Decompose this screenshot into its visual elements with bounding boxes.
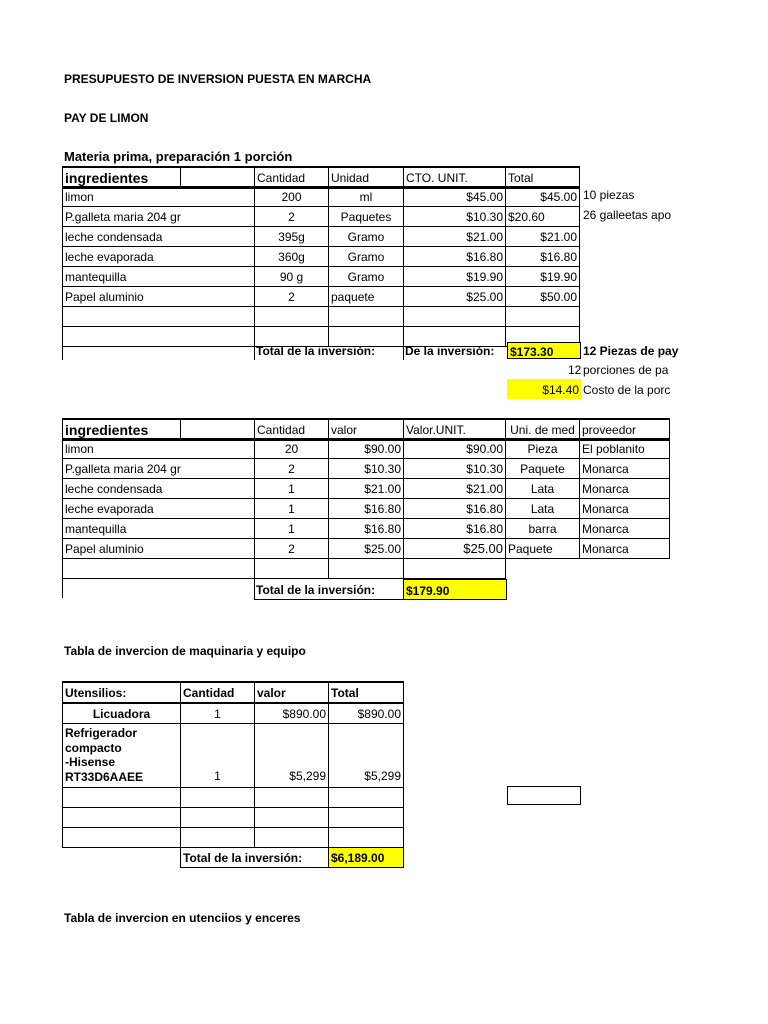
- cell-name: P.galleta maria 204 gr: [63, 207, 255, 227]
- cell-qty: 2: [255, 539, 329, 559]
- empty-cell: [63, 307, 255, 327]
- col-header-ingredients: ingredientes: [63, 419, 181, 440]
- cell-cost: $25.00: [404, 287, 506, 307]
- name-line: compacto: [65, 740, 122, 755]
- cell-unit-value: $90.00: [404, 439, 506, 459]
- cell-measure: Lata: [506, 499, 580, 519]
- pieces-note: 12 Piezas de pay: [583, 344, 679, 358]
- cell-qty: 2: [255, 459, 329, 479]
- cell-value: $90.00: [329, 439, 404, 459]
- table-row: [63, 267, 580, 287]
- cell-cost: $21.00: [404, 227, 506, 247]
- note-cookies: 26 galleetas apo: [583, 208, 672, 222]
- raw-materials-table-body: [62, 186, 580, 347]
- cell-name: limon: [63, 439, 255, 459]
- total-label: Total de la inversión:: [181, 848, 329, 868]
- table-row: [63, 247, 580, 267]
- cell-name: [63, 724, 181, 788]
- cell-value: $5,299: [255, 724, 329, 788]
- table-header-row: [63, 682, 404, 703]
- cell-unit: Gramo: [329, 267, 404, 287]
- col-header-value: valor: [255, 682, 329, 703]
- table-row: [63, 439, 670, 459]
- cell-unit: ml: [329, 187, 404, 207]
- table-row: [63, 519, 670, 539]
- cell-qty: 1: [255, 499, 329, 519]
- section-utensils: Tabla de invercion en utenciios y enceres: [64, 911, 301, 925]
- total-label: Total de la inversión:: [256, 344, 376, 358]
- table-row: [63, 287, 580, 307]
- cell-name: Papel aluminio: [63, 287, 255, 307]
- cell-supplier: Monarca: [580, 499, 670, 519]
- table-row: [63, 703, 404, 724]
- table-row: [63, 479, 670, 499]
- left-border-line: [62, 579, 63, 598]
- machinery-table: [62, 681, 404, 868]
- cell-total: $5,299: [329, 724, 404, 788]
- col-header-blank: [181, 167, 255, 188]
- cell-measure: Pieza: [506, 439, 580, 459]
- empty-cell: [181, 828, 255, 848]
- col-header-unit-value: Valor.UNIT.: [404, 419, 506, 440]
- table-total-row: [63, 848, 404, 868]
- total-label-2: De la inversión:: [405, 344, 495, 358]
- cell-name: P.galleta maria 204 gr: [63, 459, 255, 479]
- col-header-supplier: proveedor: [580, 419, 670, 440]
- portion-cost-note: Costo de la porc: [583, 383, 671, 397]
- col-header-blank: [181, 419, 255, 440]
- name-line: Refrigerador: [65, 726, 138, 741]
- total-value: $6,189.00: [329, 848, 404, 868]
- empty-cell: [255, 808, 329, 828]
- cell-supplier: El poblanito: [580, 439, 670, 459]
- cell-unit-value: $21.00: [404, 479, 506, 499]
- cell-qty: 90 g: [255, 267, 329, 287]
- cell-qty: 395g: [255, 227, 329, 247]
- cell-name: mantequilla: [63, 519, 255, 539]
- empty-cell: [255, 307, 329, 327]
- divider: [403, 342, 404, 360]
- cell-value: $25.00: [329, 539, 404, 559]
- col-header-unit-cost: CTO. UNIT.: [404, 167, 506, 188]
- table-header-row: [63, 167, 580, 188]
- table-row: [63, 808, 404, 828]
- cell-total: $45.00: [506, 187, 580, 207]
- cell-supplier: Monarca: [580, 539, 670, 559]
- name-line: RT33D6AAEE: [65, 769, 144, 784]
- cell-value: $16.80: [329, 499, 404, 519]
- cell-qty: 1: [181, 703, 255, 724]
- cell-unit: Paquetes: [329, 207, 404, 227]
- col-header-total: Total: [329, 682, 404, 703]
- cell-value: $21.00: [329, 479, 404, 499]
- empty-cell: [329, 828, 404, 848]
- cell-supplier: Monarca: [580, 479, 670, 499]
- cell-qty: 1: [255, 519, 329, 539]
- empty-cell: [255, 788, 329, 808]
- section-machinery: Tabla de invercion de maquinaria y equipo: [64, 644, 306, 658]
- divider: [254, 342, 255, 360]
- col-header-ingredients: ingredientes: [63, 167, 181, 188]
- col-header-unit: Unidad: [329, 167, 404, 188]
- total-label: Total de la inversión:: [256, 583, 376, 597]
- name-line: -Hisense: [65, 755, 116, 770]
- cell-total: $890.00: [329, 703, 404, 724]
- col-header-utensils: Utensilios:: [63, 682, 181, 703]
- table-row: [63, 539, 670, 559]
- cell-name: limon: [63, 187, 255, 207]
- empty-cell: [404, 307, 506, 327]
- empty-cell: [181, 788, 255, 808]
- cell-total: $21.00: [506, 227, 580, 247]
- cell-cost: $16.80: [404, 247, 506, 267]
- cell-qty: 20: [255, 439, 329, 459]
- table-row: [63, 187, 580, 207]
- table-row: [63, 724, 404, 788]
- cell-value: $16.80: [329, 519, 404, 539]
- table-row: [63, 788, 404, 808]
- empty-cell: [63, 848, 181, 868]
- table-row: [63, 559, 670, 579]
- cell-measure: Paquete: [506, 459, 580, 479]
- cell-value: $890.00: [255, 703, 329, 724]
- divider: [254, 579, 255, 599]
- cell-supplier: Monarca: [580, 519, 670, 539]
- cell-qty: 200: [255, 187, 329, 207]
- page-subtitle: PAY DE LIMON: [64, 111, 149, 125]
- table-header-row: [63, 419, 670, 440]
- left-border-line: [62, 342, 63, 360]
- table-row: [63, 307, 580, 327]
- total-value: $173.30: [507, 342, 581, 359]
- cell-name: Licuadora: [63, 703, 181, 724]
- empty-cell: [580, 559, 670, 579]
- cell-unit: paquete: [329, 287, 404, 307]
- col-header-quantity: Cantidad: [255, 167, 329, 188]
- cell-unit-value: $16.80: [404, 499, 506, 519]
- cell-qty: 2: [255, 287, 329, 307]
- cell-qty: 1: [181, 724, 255, 788]
- empty-cell: [506, 307, 580, 327]
- col-header-quantity: Cantidad: [181, 682, 255, 703]
- divider: [254, 599, 404, 600]
- page-title: PRESUPUESTO DE INVERSION PUESTA EN MARCHA: [64, 72, 372, 86]
- cell-measure: Lata: [506, 479, 580, 499]
- col-header-value: valor: [329, 419, 404, 440]
- cell-unit: Gramo: [329, 247, 404, 267]
- empty-cell: [63, 559, 255, 579]
- col-header-quantity: Cantidad: [255, 419, 329, 440]
- cell-total: $50.00: [506, 287, 580, 307]
- cell-measure: barra: [506, 519, 580, 539]
- cell-unit-value: $10.30: [404, 459, 506, 479]
- empty-cell: [506, 559, 580, 579]
- cell-supplier: Monarca: [580, 459, 670, 479]
- table-row: [63, 499, 670, 519]
- col-header-total: Total: [506, 167, 580, 188]
- empty-cell-box: [507, 786, 581, 805]
- empty-cell: [329, 788, 404, 808]
- cell-unit-value: $16.80: [404, 519, 506, 539]
- cell-total: $20.60: [506, 207, 580, 227]
- portion-cost: $14.40: [507, 379, 581, 399]
- cell-name: leche evaporada: [63, 247, 255, 267]
- cell-cost: $19.90: [404, 267, 506, 287]
- cell-cost: $10.30: [404, 207, 506, 227]
- suppliers-table-body: [62, 438, 670, 579]
- cell-name: leche condensada: [63, 479, 255, 499]
- cell-name: leche condensada: [63, 227, 255, 247]
- cell-unit-value: $25.00: [404, 539, 506, 559]
- cell-measure: Paquete: [506, 539, 580, 559]
- empty-cell: [63, 327, 255, 347]
- col-header-measure: Uni. de med: [506, 419, 580, 440]
- cell-unit: Gramo: [329, 227, 404, 247]
- portions-num: 12: [568, 363, 582, 377]
- cell-name: leche evaporada: [63, 499, 255, 519]
- cell-qty: 360g: [255, 247, 329, 267]
- empty-cell: [404, 559, 506, 579]
- table-row: [63, 207, 580, 227]
- empty-cell: [329, 559, 404, 579]
- empty-cell: [329, 307, 404, 327]
- cell-name: Papel aluminio: [63, 539, 255, 559]
- total-value: $179.90: [403, 579, 507, 600]
- cell-name: mantequilla: [63, 267, 255, 287]
- table-row: [63, 227, 580, 247]
- table-row: [63, 459, 670, 479]
- cell-qty: 1: [255, 479, 329, 499]
- empty-cell: [181, 808, 255, 828]
- section-raw-materials: Materia prima, preparación 1 porción: [64, 149, 293, 164]
- cell-total: $19.90: [506, 267, 580, 287]
- empty-cell: [63, 808, 181, 828]
- portions-note: porciones de pa: [583, 363, 669, 377]
- cell-total: $16.80: [506, 247, 580, 267]
- empty-cell: [255, 559, 329, 579]
- empty-cell: [63, 788, 181, 808]
- cell-qty: 2: [255, 207, 329, 227]
- cell-value: $10.30: [329, 459, 404, 479]
- empty-cell: [255, 828, 329, 848]
- note-pieces: 10 piezas: [583, 188, 635, 202]
- cell-cost: $45.00: [404, 187, 506, 207]
- empty-cell: [329, 808, 404, 828]
- empty-cell: [63, 828, 181, 848]
- table-row: [63, 828, 404, 848]
